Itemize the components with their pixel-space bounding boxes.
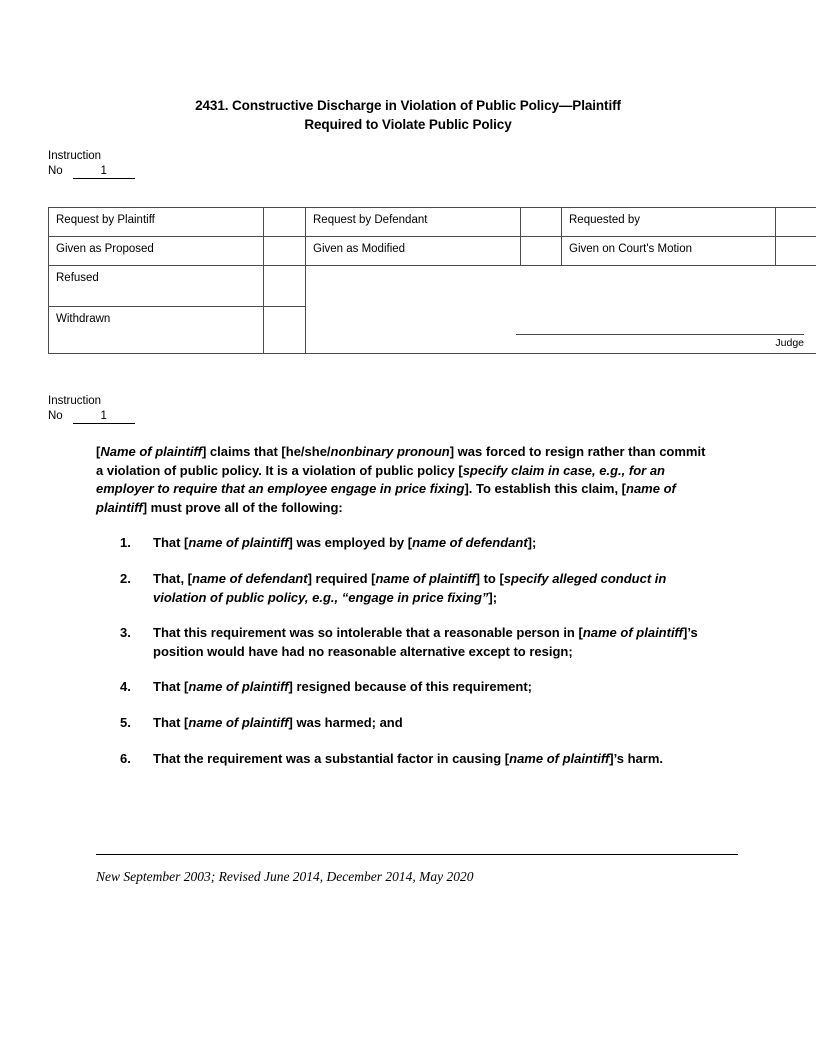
body-text-run: ]’s position would have had no reasonable alternative except to resign; bbox=[153, 625, 698, 659]
checkbox-given-as-proposed[interactable] bbox=[264, 237, 306, 266]
body-text-run: ] claims that [he/she/ bbox=[201, 444, 331, 459]
checkbox-request-by-defendant[interactable] bbox=[521, 208, 562, 237]
body-text-run: ]. To establish this claim, [ bbox=[464, 481, 627, 497]
italic-placeholder-text: name of plaintiff bbox=[188, 679, 289, 695]
checkbox-given-as-modified[interactable] bbox=[521, 237, 562, 266]
cell-withdrawn-label: Withdrawn bbox=[49, 307, 264, 354]
italic-placeholder-text: name of defendant bbox=[192, 570, 308, 586]
list-item bbox=[96, 678, 714, 697]
instruction-number-header-bottom bbox=[48, 394, 135, 424]
page-title-line-1: 2431. Constructive Discharge in Violation of Public Policy—Plaintiff bbox=[195, 98, 621, 113]
list-item-number: 3. bbox=[120, 625, 131, 641]
instruction-no-field[interactable]: 1 bbox=[73, 165, 135, 179]
cell-requested-by-label: Requested by bbox=[562, 208, 776, 237]
body-text-run: ] was forced to resign rather than commit a violation of public policy. It is a violation of public policy [ bbox=[96, 444, 706, 478]
table-row bbox=[49, 266, 816, 307]
cell-given-as-modified-label: Given as Modified bbox=[306, 237, 521, 266]
italic-placeholder-text: Name of plaintiff bbox=[100, 444, 202, 459]
checkbox-refused[interactable] bbox=[264, 266, 306, 307]
list-item-text bbox=[153, 679, 532, 694]
list-item-number: 1. bbox=[120, 535, 131, 551]
page-title bbox=[108, 96, 708, 134]
list-item-number: 2. bbox=[120, 570, 131, 586]
list-item-number: 5. bbox=[120, 714, 131, 730]
elements-list bbox=[96, 534, 714, 768]
italic-placeholder-text: specify claim in case, e.g., for an employer to require that an employee engage in price fixing bbox=[96, 462, 665, 497]
list-item bbox=[96, 714, 714, 733]
cell-given-on-courts-motion-label: Given on Court's Motion bbox=[562, 237, 776, 266]
italic-placeholder-text: name of plaintiff bbox=[188, 714, 289, 730]
footer-divider bbox=[96, 854, 738, 855]
italic-placeholder-text: specify alleged conduct in violation of public policy, e.g., “engage in price fixing” bbox=[153, 570, 667, 605]
list-item bbox=[96, 570, 714, 607]
checkbox-request-by-plaintiff[interactable] bbox=[264, 208, 306, 237]
body-text-run: [ bbox=[96, 444, 101, 459]
judge-signature-cell bbox=[306, 266, 816, 354]
cell-request-by-plaintiff-label: Request by Plaintiff bbox=[49, 208, 264, 237]
judge-signature-block bbox=[516, 334, 804, 350]
body-text-run: ]’s harm. bbox=[609, 750, 663, 766]
request-disposition-table bbox=[48, 207, 816, 354]
cell-refused-label: Refused bbox=[49, 266, 264, 307]
revision-history: New September 2003; Revised June 2014, December 2014, May 2020 bbox=[96, 869, 474, 884]
checkbox-given-on-courts-motion[interactable] bbox=[776, 237, 816, 266]
italic-placeholder-text: name of plaintiff bbox=[582, 625, 683, 641]
instruction-label: Instruction bbox=[48, 150, 102, 162]
body-text-run: ] was harmed; and bbox=[288, 714, 403, 730]
checkbox-requested-by[interactable] bbox=[776, 208, 816, 237]
page-title-line-2: Required to Violate Public Policy bbox=[304, 117, 512, 132]
list-item-number: 6. bbox=[120, 750, 131, 766]
list-item-text bbox=[153, 571, 666, 605]
body-text-run: That [ bbox=[153, 535, 189, 551]
cell-request-by-defendant-label: Request by Defendant bbox=[306, 208, 521, 237]
italic-placeholder-text: nonbinary pronoun bbox=[330, 444, 450, 459]
italic-placeholder-text: name of plaintiff bbox=[96, 481, 676, 515]
italic-placeholder-text: name of plaintiff bbox=[188, 535, 289, 551]
list-item-number: 4. bbox=[120, 679, 131, 695]
body-text-run: That this requirement was so intolerable that a reasonable person in [ bbox=[153, 625, 583, 641]
cell-given-as-proposed-label: Given as Proposed bbox=[49, 237, 264, 266]
italic-placeholder-text: name of plaintiff bbox=[375, 570, 476, 586]
list-item-text bbox=[153, 715, 403, 730]
body-text-run: ]; bbox=[527, 535, 537, 551]
instruction-number-header-top bbox=[48, 149, 135, 179]
signature-label-judge: Judge bbox=[775, 337, 804, 349]
body-text-run: That, [ bbox=[153, 570, 192, 586]
list-item-text bbox=[153, 625, 698, 659]
list-item bbox=[96, 624, 714, 661]
body-text-run: That [ bbox=[153, 714, 189, 730]
body-text-run: ]; bbox=[488, 589, 498, 605]
body-text-run: That the requirement was a substantial factor in causing [ bbox=[153, 750, 510, 766]
italic-placeholder-text: name of plaintiff bbox=[509, 750, 610, 766]
instruction-no-field[interactable]: 1 bbox=[73, 410, 135, 424]
instruction-no-label: No bbox=[48, 410, 63, 422]
intro-paragraph bbox=[96, 443, 714, 517]
table-row bbox=[49, 237, 816, 266]
body-text-run: ] resigned because of this requirement; bbox=[288, 679, 532, 695]
body-text-run: ] must prove all of the following: bbox=[142, 499, 343, 515]
list-item bbox=[96, 534, 714, 553]
italic-placeholder-text: name of defendant bbox=[412, 535, 528, 551]
body-text-run: ] to [ bbox=[475, 570, 504, 586]
table-row bbox=[49, 208, 816, 237]
body-text-run: That [ bbox=[153, 679, 189, 695]
body-text-run: ] required [ bbox=[307, 570, 376, 586]
instruction-body bbox=[96, 443, 714, 768]
body-text-run: ] was employed by [ bbox=[288, 535, 413, 551]
list-item-text bbox=[153, 535, 536, 550]
checkbox-withdrawn[interactable] bbox=[264, 307, 306, 354]
instruction-no-label: No bbox=[48, 165, 63, 177]
list-item bbox=[96, 750, 714, 769]
list-item-text bbox=[153, 751, 663, 766]
instruction-label: Instruction bbox=[48, 395, 102, 407]
